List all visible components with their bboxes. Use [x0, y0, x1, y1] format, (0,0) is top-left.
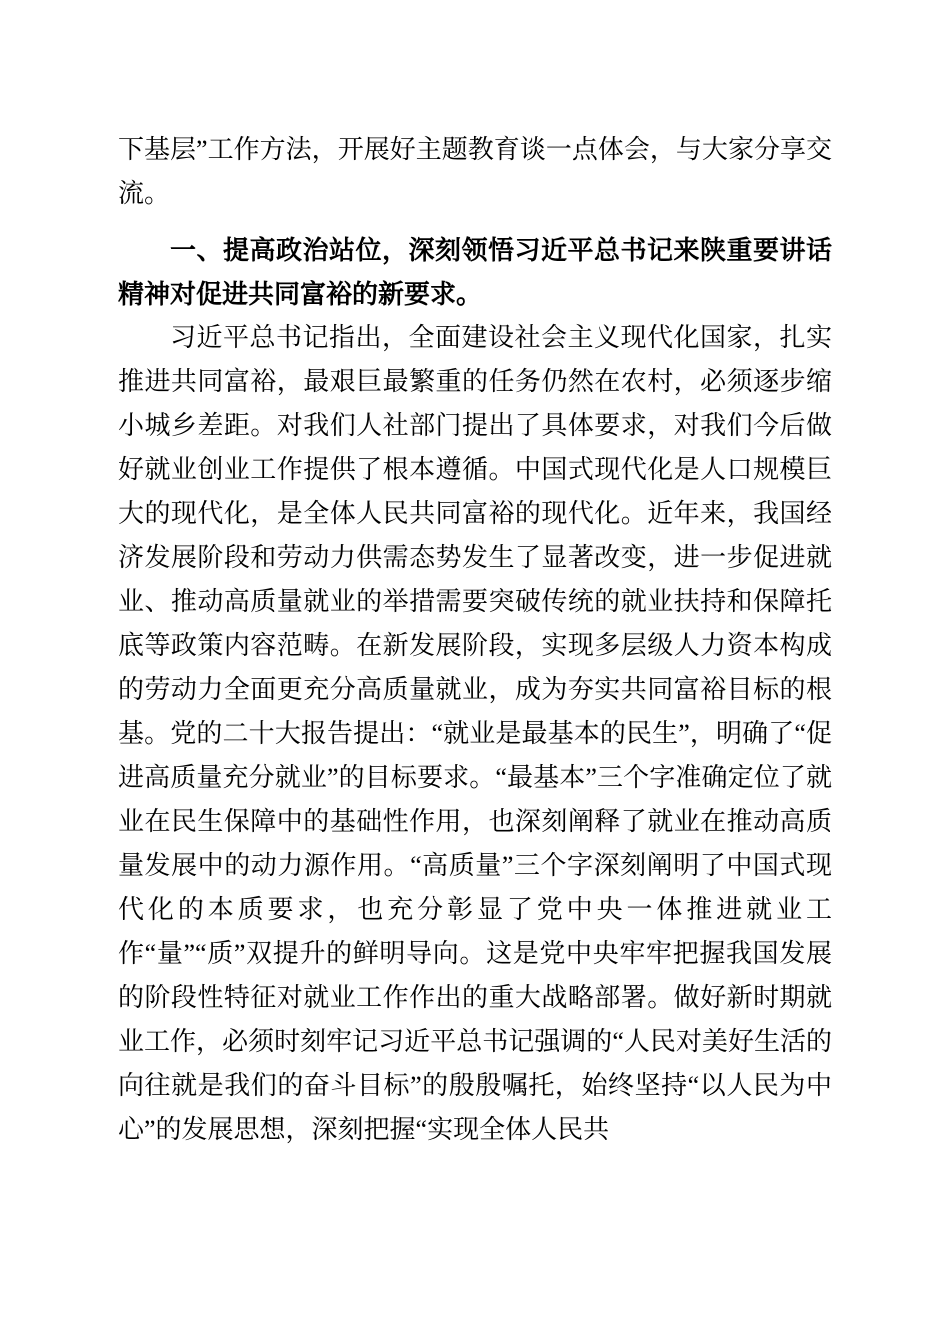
paragraph-body: 习近平总书记指出，全面建设社会主义现代化国家，扎实推进共同富裕，最艰巨最繁重的任务仍然在农村，必须逐步缩小城乡差距。对我们人社部门提出了具体要求，对我们今后做好就业创业工作提供了根本遵循。中国式现代化是人口规模巨大的现代化，是全体人民共同富裕的现代化。近年来，我国经济发展阶段和劳动力供需态势发生了显著改变，进一步促进就业、推动高质量就业的举措需要突破传统的就业扶持和保障托底等政策内容范畴。在新发展阶段，实现多层级人力资本构成的劳动力全面更充分高质量就业，成为夯实共同富裕目标的根基。党的二十大报告提出：“就业是最基本的民生”，明确了“促进高质量充分就业”的目标要求。“最基本”三个字准确定位了就业在民生保障中的基础性作用，也深刻阐释了就业在推动高质量发展中的动力源作用。“高质量”三个字深刻阐明了中国式现代化的本质要求，也充分彰显了党中央一体推进就业工作“量”“质”双提升的鲜明导向。这是党中央牢牢把握我国发展的阶段性特征对就业工作作出的重大战略部署。做好新时期就业工作，必须时刻牢记习近平总书记强调的“人民对美好生活的向往就是我们的奋斗目标”的殷殷嘱托，始终坚持“以人民为中心”的发展思想，深刻把握“实现全体人民共 — [118, 323, 832, 1144]
paragraph-continuation: 下基层”工作方法，开展好主题教育谈一点体会，与大家分享交流。 — [118, 135, 832, 208]
section-heading: 一、提高政治站位，深刻领悟习近平总书记来陕重要讲话精神对促进共同富裕的新要求。 — [118, 235, 832, 309]
